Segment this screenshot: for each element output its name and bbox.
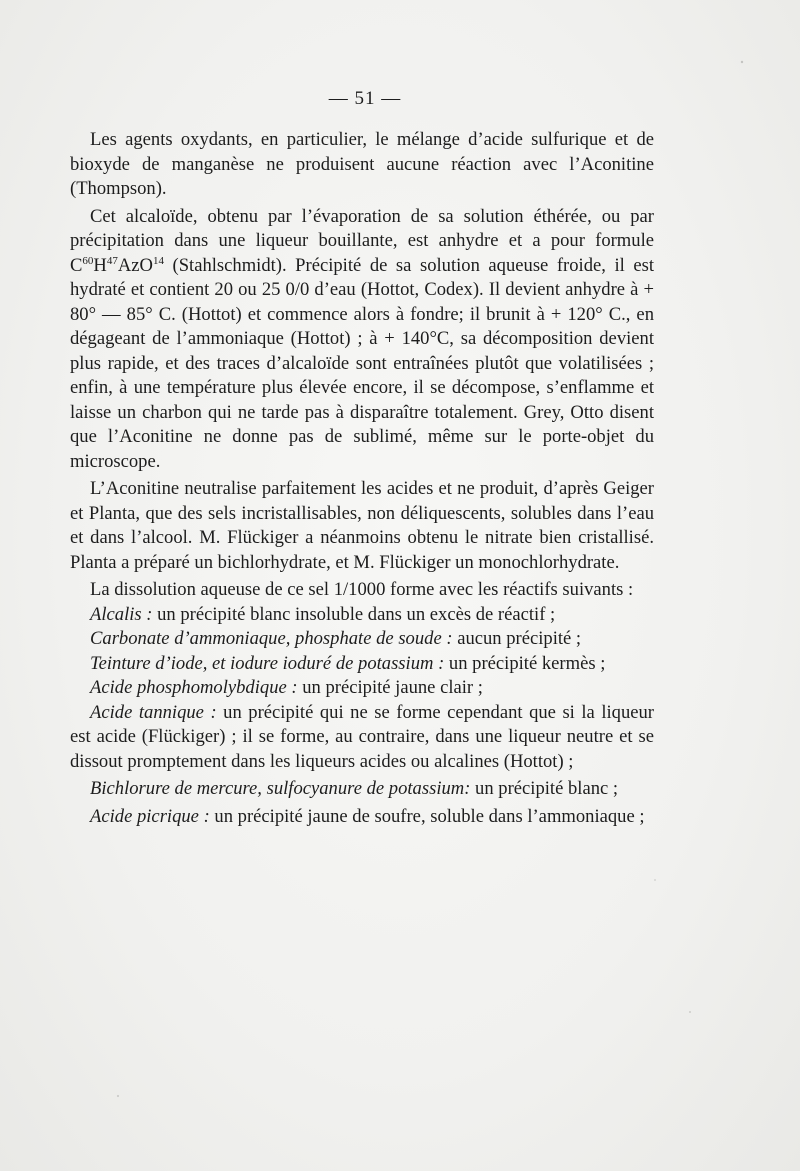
reaction-result: un précipité kermès ; (444, 652, 606, 674)
reaction-item (70, 603, 654, 628)
formula-subscript: 14 (152, 254, 164, 267)
reagent-term: Bichlorure de mercure, sulfocyanure de potassium: (90, 778, 471, 799)
paragraph-alkaloid-properties (70, 205, 654, 475)
reagent-term: Acide phosphomolybdique : (90, 677, 298, 698)
reagent-term: Acide tannique : (90, 701, 217, 723)
reaction-result: un précipité blanc ; (470, 778, 619, 799)
reaction-result: aucun précipité ; (452, 628, 582, 649)
text-run: Cet alcaloïde, obtenu par l’évaporation de sa solution éthérée, ou par précipitation dans une liqueur bouillante, est anhydre et a pour formule C (70, 205, 654, 276)
formula-subscript: 60 (82, 254, 94, 267)
paragraph-dissolution: La dissolution aqueuse de ce sel 1/1000 forme avec les réactifs suivants : (90, 579, 634, 600)
reagent-term: Acide picrique : (90, 805, 210, 827)
reaction-item (70, 701, 654, 775)
page-number: — 51 — (328, 88, 402, 109)
body-text (70, 128, 654, 829)
text-run: (Stahlschmidt). Précipité de sa solution aqueuse froide, il est hydraté et contient 20 ou 25 0/0 d’eau (Hottot, Codex). Il devient anhydre à + 80° — 85° C. (Hottot) et commence alors à fondre; il brunit à + 120° C., en dégageant de l’ammoniaque (Hottot) ; à + 140°C, sa décomposition devient plus rapide, et des traces d’alcaloïde sont entraînées plutôt que volatilisées ; enfin, à une température plus élevée encore, il se décompose, s’enflamme et laisse un charbon qui ne tarde pas à disparaître totalement. Grey, Otto disent que l’Aconitine ne donne pas de sublimé, même sur le porte-objet du microscope. (70, 254, 654, 472)
formula-subscript: 47 (106, 254, 118, 267)
reaction-result: un précipité jaune de soufre, soluble dans l’ammoniaque ; (209, 805, 645, 827)
reagent-term: Teinture d’iode, et iodure ioduré de potassium : (90, 652, 445, 674)
reagent-term: Alcalis : (90, 603, 153, 625)
reaction-item (70, 777, 654, 802)
text-run: H (93, 254, 107, 276)
text-run: AzO (117, 254, 153, 276)
reaction-result: un précipité blanc insoluble dans un excès de réactif ; (152, 603, 556, 625)
reaction-item (70, 627, 654, 652)
reaction-item (70, 805, 654, 830)
reaction-item (70, 676, 654, 701)
paragraph-oxidants: Les agents oxydants, en particulier, le mélange d’acide sulfurique et de bioxyde de manganèse ne produisent aucune réaction avec l’Aconitine (Thompson). (70, 129, 654, 199)
reagent-term: Carbonate d’ammoniaque, phosphate de soude : (90, 628, 453, 649)
reaction-item (70, 652, 654, 677)
reaction-result: un précipité qui ne se forme cependant que si la liqueur est acide (Flückiger) ; il se forme, au contraire, dans une liqueur neutre et se dissout promptement dans les liqueurs acides ou alcalines (Hottot) ; (70, 701, 654, 772)
reaction-result: un précipité jaune clair ; (297, 677, 483, 698)
paragraph-salts: L’Aconitine neutralise parfaitement les acides et ne produit, d’après Geiger et Planta, que des sels incristallisables, non déliquescents, solubles dans l’eau et dans l’alcool. M. Flückiger a néanmoins obtenu le nitrate bien cristallisé. Planta a préparé un bichlorhydrate, et M. Flückiger un monochlorhydrate. (70, 478, 654, 573)
